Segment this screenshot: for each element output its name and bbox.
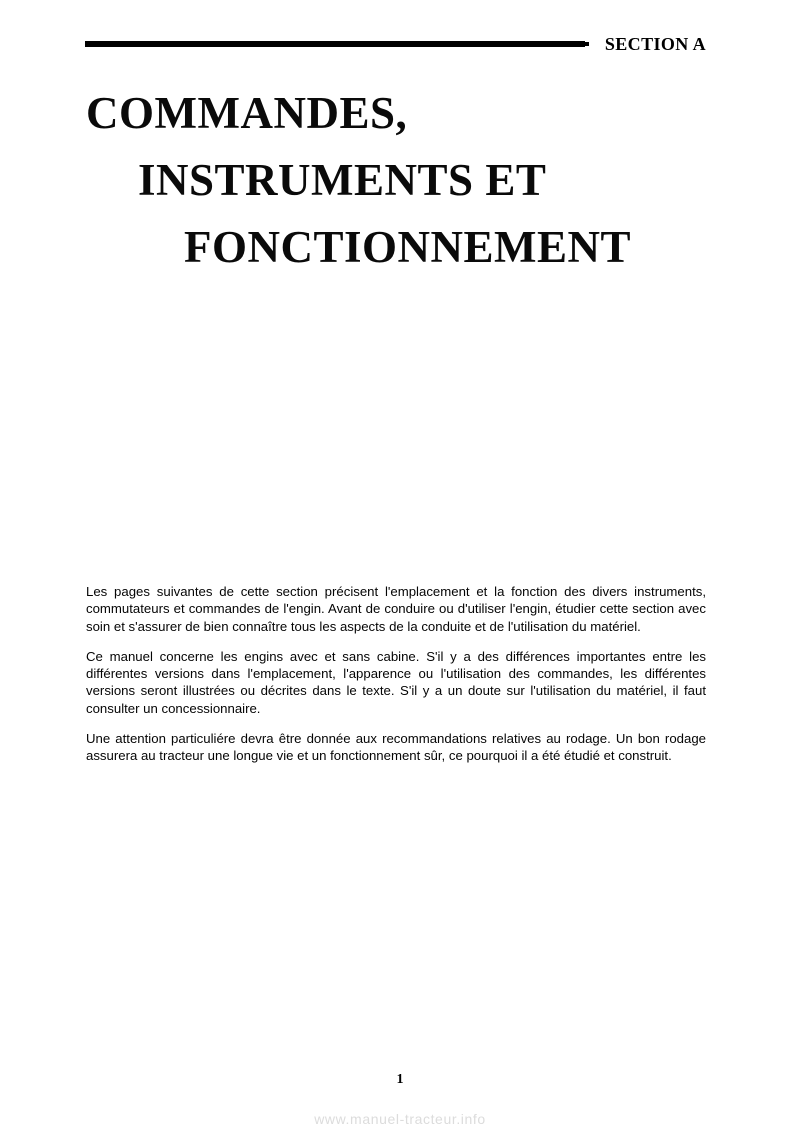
- title-line-1: COMMANDES,: [86, 88, 408, 138]
- page-title: [0, 80, 800, 281]
- page-number: 1: [396, 1072, 404, 1087]
- watermark: www.manuel-tracteur.info: [314, 1111, 486, 1127]
- body-paragraph-1: Les pages suivantes de cette section précisent l'emplacement et la fonction des divers instruments, commutateurs et commandes de l'engin. Avant de conduire ou d'utiliser l'engin, étudier cette section avec soin et s'assurer de bien connaître tous les aspects de la conduite et de l'utilisation du matériel.: [86, 584, 706, 634]
- title-line-2: INSTRUMENTS ET: [138, 155, 547, 205]
- header-rule: [85, 41, 585, 47]
- page-header: [85, 30, 706, 60]
- title-line-3: FONCTIONNEMENT: [184, 222, 632, 272]
- section-label: SECTION A: [604, 34, 706, 54]
- body-paragraph-3: Une attention particuliére devra être donnée aux recommandations relatives au rodage. Un bon rodage assurera au tracteur une longue vie et un fonctionnement sûr, ce pourquoi il a été étudié et construit.: [86, 731, 706, 764]
- body-paragraph-2: Ce manuel concerne les engins avec et sans cabine. S'il y a des différences importantes entre les différentes versions dans l'emplacement, l'apparence ou l'utilisation des commandes, les différentes versions seront illustrées ou décrites dans le texte. S'il y a un doute sur l'utilisation du matériel, il faut consulter un concessionnaire.: [86, 648, 706, 716]
- body-copy: [86, 583, 706, 765]
